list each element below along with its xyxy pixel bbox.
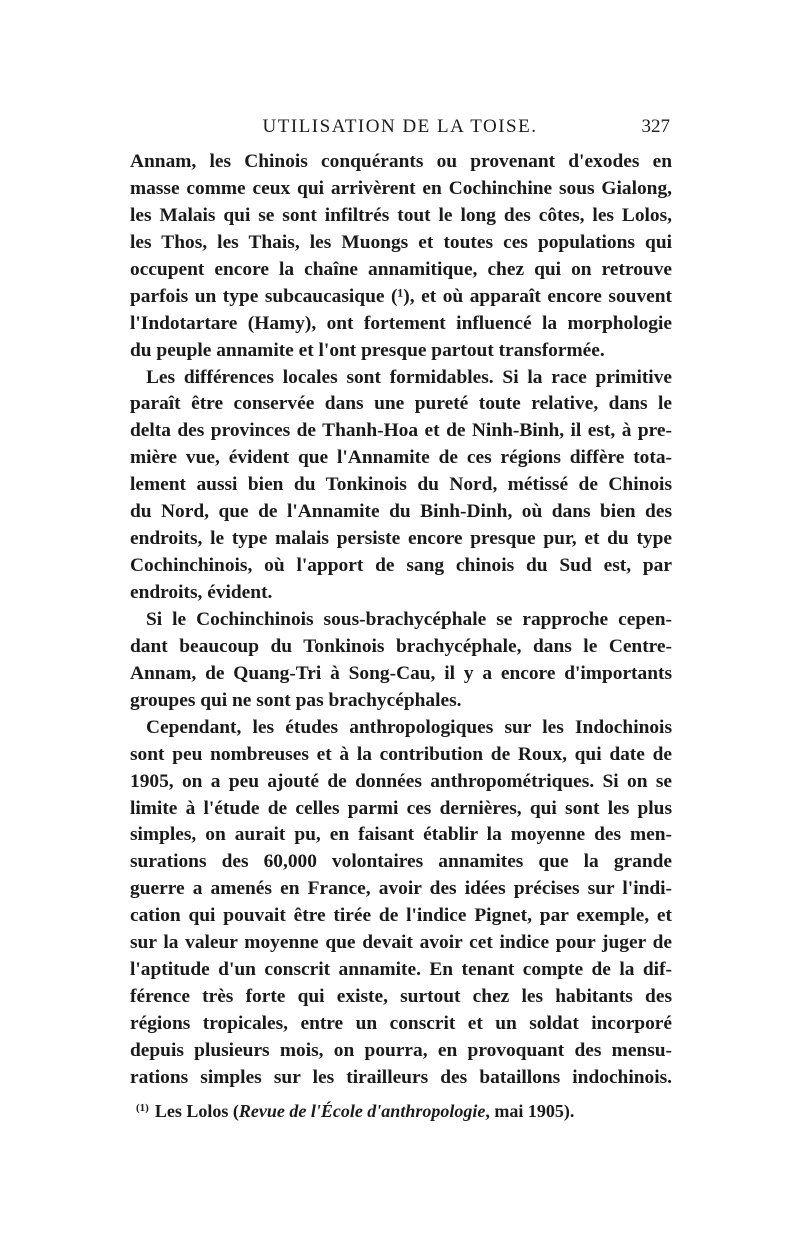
footnote-prefix: Les Lolos ( — [154, 1101, 239, 1121]
text-line: mière vue, évident que l'Annamite de ces régions diffère tota- — [130, 447, 672, 469]
text-line: occupent encore la chaîne annamitique, chez qui on retrouve — [130, 258, 672, 280]
text-line: groupes qui ne sont pas brachycéphales. — [130, 689, 462, 711]
text-line: Annam, les Chinois conquérants ou provenant d'exodes en — [130, 151, 672, 172]
text-line: Les différences locales sont formidables. Si la race primitive — [146, 366, 672, 388]
text-line: Cependant, les études anthropologiques sur les Indochinois — [146, 716, 672, 738]
text-line: masse comme ceux qui arrivèrent en Cochinchine sous Gialong, — [130, 177, 672, 199]
page-header — [130, 116, 670, 146]
footnote-mark: (1) — [136, 1102, 149, 1114]
text-line: guerre a amenés en France, avoir des idées précises sur l'indi- — [130, 878, 672, 900]
text-line: dant beaucoup du Tonkinois brachycéphale, dans le Centre- — [130, 635, 672, 657]
text-line: du Nord, que de l'Annamite du Binh-Dinh, où dans bien des — [130, 501, 672, 523]
text-line: les Thos, les Thais, les Muongs et toutes ces populations qui — [130, 231, 672, 253]
text-line: sur la valeur moyenne que devait avoir cet indice pour juger de — [130, 932, 672, 954]
text-line: les Malais qui se sont infiltrés tout le long des côtes, les Lolos, — [130, 204, 672, 226]
text-line: l'Indotartare (Hamy), ont fortement influencé la morphologie — [130, 312, 672, 334]
footnote — [136, 1101, 574, 1122]
text-line: parfois un type subcaucasique (¹), et où apparaît encore souvent — [130, 285, 672, 307]
text-line: depuis plusieurs mois, on pourra, en provoquant des mensu- — [130, 1039, 672, 1061]
text-line: férence très forte qui existe, surtout chez les habitants des — [130, 986, 672, 1008]
page-number: 327 — [641, 116, 670, 137]
text-line: endroits, le type malais persiste encore presque pur, et du type — [130, 528, 672, 550]
text-line: surations des 60,000 volontaires annamites que la grande — [130, 851, 672, 873]
text-line: lement aussi bien du Tonkinois du Nord, métissé de Chinois — [130, 474, 672, 496]
text-line: Annam, de Quang-Tri à Song-Cau, il y a encore d'importants — [130, 662, 672, 684]
footnote-suffix: , mai 1905). — [485, 1101, 575, 1121]
running-title: UTILISATION DE LA TOISE. — [262, 116, 538, 137]
text-line: l'aptitude d'un conscrit annamite. En tenant compte de la dif- — [130, 959, 672, 981]
text-line: 1905, on a peu ajouté de données anthropométriques. Si on se — [130, 770, 672, 792]
text-line: régions tropicales, entre un conscrit et un soldat incorporé — [130, 1013, 672, 1034]
text-line: Cochinchinois, où l'apport de sang chinois du Sud est, par — [130, 555, 672, 577]
text-line: Si le Cochinchinois sous-brachycéphale se rapproche cepen- — [146, 608, 672, 630]
text-line: rations simples sur les tirailleurs des bataillons indochinois. — [130, 1066, 672, 1088]
text-line: simples, on aurait pu, en faisant établir la moyenne des men- — [130, 824, 672, 846]
text-line: delta des provinces de Thanh-Hoa et de Ninh-Binh, il est, à pre- — [130, 420, 672, 442]
text-line: paraît être conservée dans une pureté toute relative, dans le — [130, 393, 672, 415]
text-line: cation qui pouvait être tirée de l'indice Pignet, par exemple, et — [130, 905, 672, 927]
text-line: sont peu nombreuses et à la contribution de Roux, qui date de — [130, 743, 672, 765]
footnote-journal: Revue de l'École d'anthropologie — [238, 1101, 486, 1121]
body-text — [130, 149, 672, 1092]
text-line: limite à l'étude de celles parmi ces dernières, qui sont les plus — [130, 797, 672, 819]
text-line: endroits, évident. — [130, 582, 273, 603]
text-line: du peuple annamite et l'ont presque partout transformée. — [130, 339, 605, 361]
